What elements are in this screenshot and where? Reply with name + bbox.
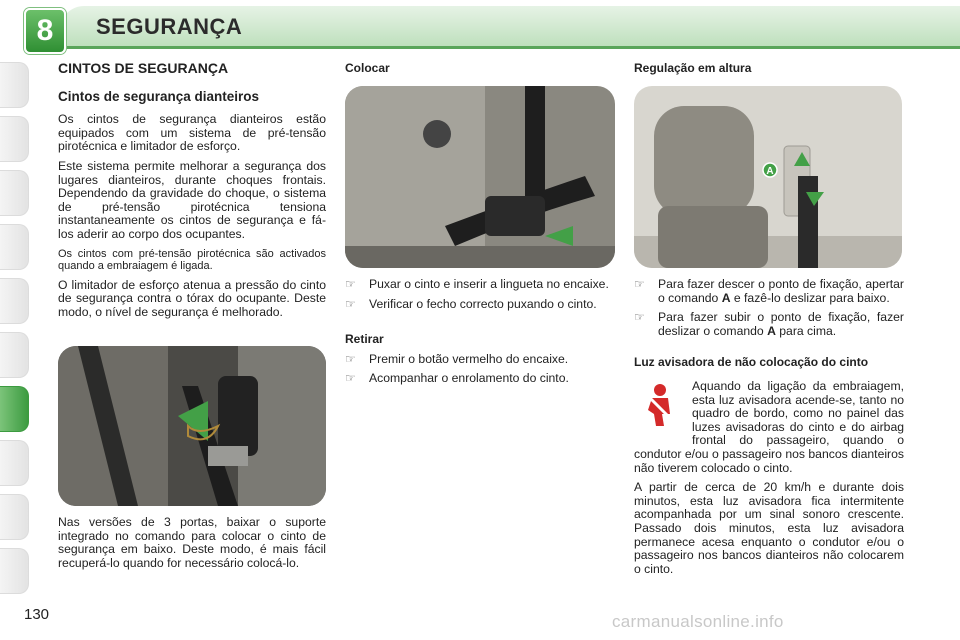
paragraph: Aquando da ligação da embraiagem, esta luz avisadora acende-se, tanto no quadro de bordo, como no painel das luzes avisadoras do cinto e do airbag frontal do passageiro, quando o condutor e/ou o passageiro nos bancos dianteiros não tiverem colocado o cinto. [634, 378, 904, 475]
chapter-tab-6[interactable] [0, 332, 29, 378]
chapter-tab-11[interactable] [0, 548, 29, 594]
pointing-hand-icon: ☞ [345, 296, 356, 311]
pointing-hand-icon: ☞ [345, 371, 356, 386]
section-heading-retirar: Retirar [345, 332, 384, 347]
page-number: 130 [24, 606, 50, 623]
section-subtitle: Cintos de segurança dianteiros [58, 88, 260, 104]
photo-belt-support [58, 346, 326, 506]
paragraph: Os cintos de segurança dianteiros estão equipados com um sistema de pré-tensão pirotécnica e limitador de esforço. [58, 112, 326, 154]
chapter-tab-8-active[interactable] [0, 386, 29, 432]
bullet-item: ☞ Puxar o cinto e inserir a lingueta no encaixe. [345, 277, 609, 291]
chapter-tab-9[interactable] [0, 440, 29, 486]
bullet-item: ☞ Premir o botão vermelho do encaixe. [345, 351, 569, 366]
column-right [634, 62, 904, 86]
section-heading-luz-avisadora: Luz avisadora de não colocação do cinto [634, 355, 869, 370]
paragraph-small: Os cintos com pré-tensão pirotécnica são activados quando a embraiagem é ligada. [58, 247, 326, 273]
warning-block [634, 380, 904, 576]
chapter-number-badge: 8 [24, 8, 66, 54]
paragraph: Nas versões de 3 portas, baixar o suporte integrado no comando para colocar o cinto de segurança em baixo. Deste modo, é mais fácil recuperá-lo quando for necessário colocá-lo. [58, 515, 326, 570]
pointing-hand-icon: ☞ [634, 277, 645, 291]
seatbelt-warning-icon [634, 380, 686, 438]
section-heading-colocar: Colocar [345, 61, 390, 75]
column-middle [345, 62, 617, 86]
chapter-tab-1[interactable] [0, 62, 29, 108]
column-left-bottom [58, 516, 326, 576]
column-left [58, 62, 326, 325]
column-right-text [634, 278, 904, 582]
chapter-tab-3[interactable] [0, 170, 29, 216]
pointing-hand-icon: ☞ [345, 351, 356, 366]
section-heading-regulacao: Regulação em altura [634, 61, 752, 75]
chapter-tab-10[interactable] [0, 494, 29, 540]
photo-belt-buckle [345, 86, 615, 268]
bullet-item: ☞ Para fazer subir o ponto de fixação, fazer deslizar o comando A para cima. [634, 310, 904, 338]
paragraph: A partir de cerca de 20 km/h e durante dois minutos, esta luz avisadora fica intermitente acompanhada por um sinal sonoro crescente. Passado dois minutos, esta luz avisadora permanece acesa enquanto o condutor e/ou o passageiro nos bancos dianteiros não colocarem o cinto. [634, 480, 904, 576]
paragraph: O limitador de esforço atenua a pressão do cinto de segurança contra o tórax do ocupante. Deste modo, o nível de segurança é melhorado. [58, 277, 326, 319]
chapter-tab-5[interactable] [0, 278, 29, 324]
label-a: A [766, 166, 774, 177]
section-title: CINTOS DE SEGURANÇA [58, 60, 229, 76]
pointing-hand-icon: ☞ [345, 277, 356, 291]
watermark: carmanualsonline.info [612, 612, 784, 631]
page-header [0, 0, 960, 52]
chapter-tab-4[interactable] [0, 224, 29, 270]
chapter-tab-2[interactable] [0, 116, 29, 162]
chapter-tabs [0, 62, 30, 602]
bullet-item: ☞ Verificar o fecho correcto puxando o cinto. [345, 296, 597, 311]
paragraph: Este sistema permite melhorar a segurança dos lugares dianteiros, durante choques frontais. Dependendo da gravidade do choque, o sistema de pré-tensão pirotécnica tensiona instantaneamente os cintos de segurança e fá-los aderir ao corpo dos ocupantes. [58, 158, 326, 241]
column-middle-text [345, 278, 617, 392]
pointing-hand-icon: ☞ [634, 310, 645, 325]
bullet-item: ☞ Acompanhar o enrolamento do cinto. [345, 371, 569, 386]
photo-height-adjust [634, 86, 902, 268]
bullet-item: ☞ Para fazer descer o ponto de fixação, apertar o comando A e fazê-lo deslizar para baixo. [634, 277, 904, 305]
page-title: SEGURANÇA [96, 14, 243, 39]
